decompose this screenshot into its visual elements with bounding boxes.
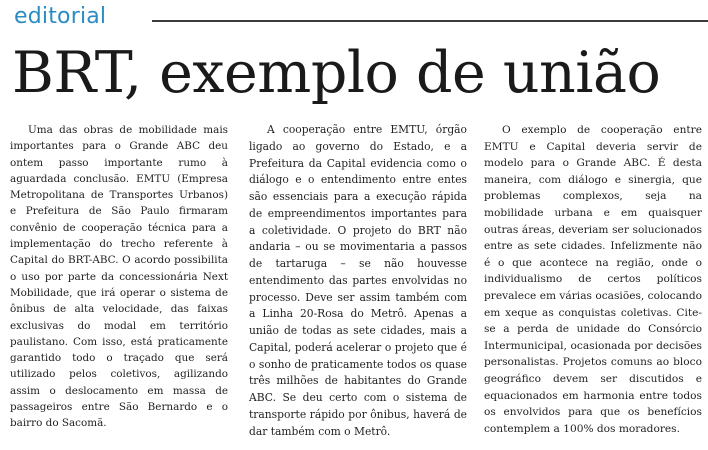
headline: BRT, exemplo de união <box>12 40 661 106</box>
article-column-3: O exemplo de cooperação entre EMTU e Capital deveria servir de modelo para o Grande ABC. É desta maneira, com diálogo e sinergia, que problemas complexos, seja na mobilidade urbana e em quaisquer outras áreas, deveriam ser solucionados entre as sete cidades. Infelizmente não é o que acontece na região, onde o individualismo de certos políticos prevalece em várias ocasiões, colocando em xeque as conquistas coletivas. Cite-se a perda de unidade do Consórcio Intermunicipal, ocasionada por decisões personalistas. Projetos comuns ao bloco geográfico devem ser discutidos e equacionados em harmonia entre todos os envolvidos para que os benefícios contemplem a 100% dos moradores. <box>484 124 702 435</box>
article-column-2: A cooperação entre EMTU, órgão ligado ao governo do Estado, e a Prefeitura da Capital evidencia como o diálogo e o entendimento entre entes são essenciais para a execução rápida de empreendimentos importantes para a coletividade. O projeto do BRT não andaria – ou se movimentaria a passos de tartaruga – se não houvesse entendimento das partes envolvidas no processo. Deve ser assim também com a Linha 20-Rosa do Metrô. Apenas a união de todas as sete cidades, mais a Capital, poderá acelerar o projeto que é o sonho de praticamente todos os quase três milhões de habitantes do Grande ABC. Se deu certo com o sistema de transporte rápido por ônibus, haverá de dar também com o Metrô. <box>249 123 467 438</box>
section-rule <box>152 20 708 22</box>
article-column-1: Uma das obras de mobilidade mais importantes para o Grande ABC deu ontem passo importante rumo à aguardada conclusão. EMTU (Empresa Metropolitana de Transportes Urbanos) e Prefeitura de São Paulo firmaram convênio de cooperação técnica para a implementação do trecho referente à Capital do BRT-ABC. O acordo possibilita o uso por parte da concessionária Next Mobilidade, que irá operar o sistema de ônibus de alta velocidade, das faixas exclusivas do modal em território paulistano. Com isso, está praticamente garantido todo o traçado que será utilizado pelos coletivos, agilizando assim o deslocamento em massa de passageiros entre São Bernardo e o bairro do Sacomã. <box>10 124 228 430</box>
section-label: editorial <box>14 4 107 29</box>
